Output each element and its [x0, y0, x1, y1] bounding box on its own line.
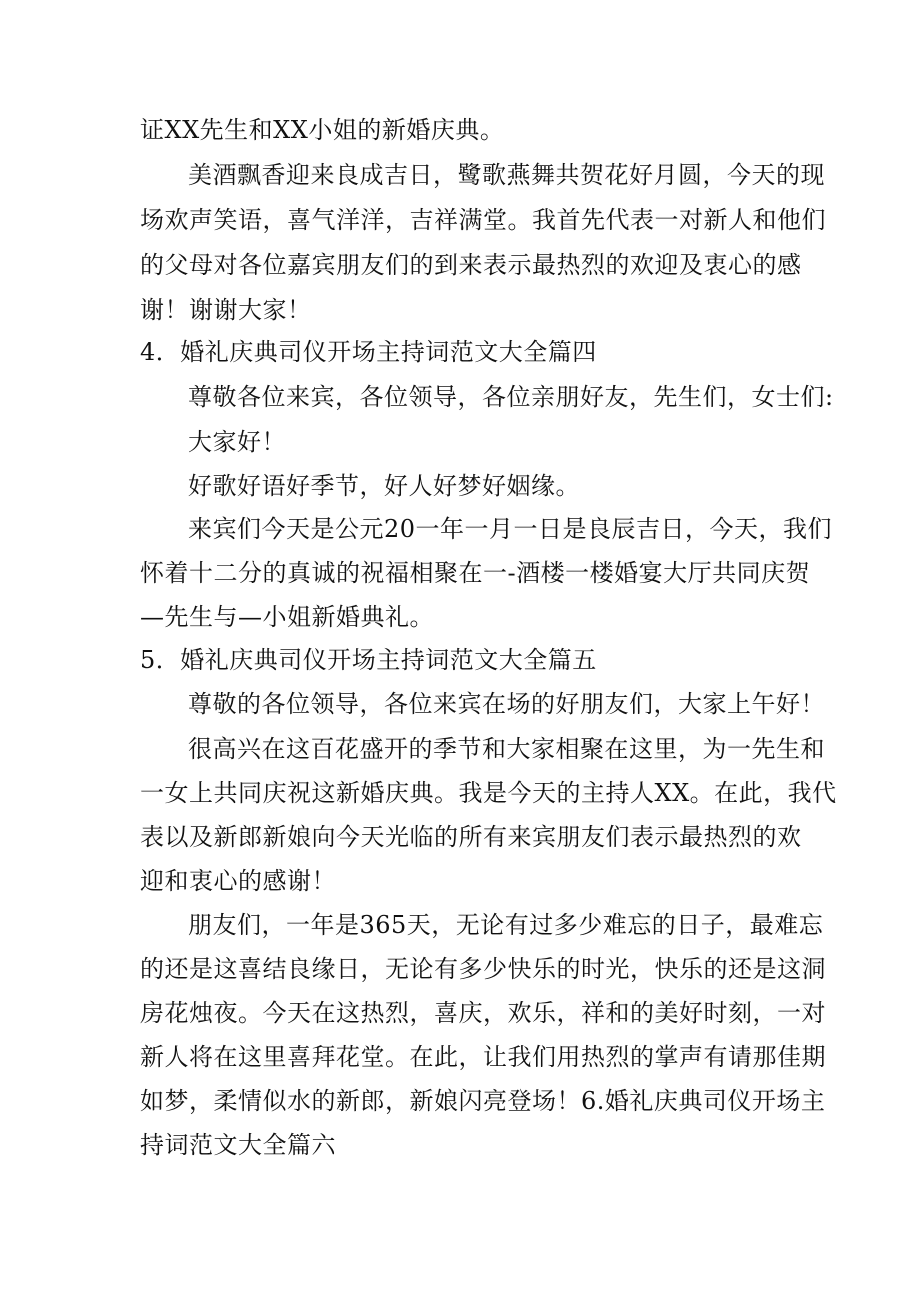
paragraph-line: 美酒飘香迎来良成吉日，鹭歌燕舞共贺花好月圆，今天的现 [188, 161, 825, 189]
text-line: —先生与—小姐新婚典礼。 [140, 603, 434, 631]
paragraph-line: 来宾们今天是公元20一年一月一日是良辰吉日，今天，我们 [188, 515, 833, 543]
text-line: 的还是这喜结良缘日，无论有多少快乐的时光，快乐的还是这洞 [140, 955, 826, 983]
section-heading: 4．婚礼庆典司仪开场主持词范文大全篇四 [140, 338, 597, 366]
text-line: 如梦，柔情似水的新郎，新娘闪亮登场！6.婚礼庆典司仪开场主 [140, 1087, 826, 1115]
text-line: 房花烛夜。今天在这热烈，喜庆，欢乐，祥和的美好时刻，一对 [140, 999, 826, 1027]
text-line: 表以及新郎新娘向今天光临的所有来宾朋友们表示最热烈的欢 [140, 823, 802, 851]
text-line: 迎和衷心的感谢！ [140, 867, 336, 895]
text-line: 一女上共同庆祝这新婚庆典。我是今天的主持人XX。在此，我代 [140, 779, 837, 807]
paragraph-line: 大家好！ [188, 428, 286, 456]
text-line: 新人将在这里喜拜花堂。在此，让我们用热烈的掌声有请那佳期 [140, 1043, 826, 1071]
text-line: 持词范文大全篇六 [140, 1131, 336, 1159]
text-line: 证XX先生和XX小姐的新婚庆典。 [140, 116, 505, 144]
text-line: 谢！谢谢大家！ [140, 296, 312, 324]
text-line: 场欢声笑语，喜气洋洋，吉祥满堂。我首先代表一对新人和他们 [140, 206, 826, 234]
section-heading: 5．婚礼庆典司仪开场主持词范文大全篇五 [140, 646, 597, 674]
paragraph-line: 尊敬各位来宾，各位领导，各位亲朋好友，先生们，女士们: [188, 383, 834, 411]
paragraph-line: 尊敬的各位领导，各位来宾在场的好朋友们，大家上午好！ [188, 690, 825, 718]
paragraph-line: 很高兴在这百花盛开的季节和大家相聚在这里，为一先生和 [188, 735, 825, 763]
paragraph-line: 朋友们，一年是365天，无论有过多少难忘的日子，最难忘 [188, 911, 824, 939]
text-line: 怀着十二分的真诚的祝福相聚在一-酒楼一楼婚宴大厅共同庆贺 [140, 559, 811, 587]
text-line: 的父母对各位嘉宾朋友们的到来表示最热烈的欢迎及衷心的感 [140, 251, 802, 279]
paragraph-line: 好歌好语好季节，好人好梦好姻缘。 [188, 472, 580, 500]
